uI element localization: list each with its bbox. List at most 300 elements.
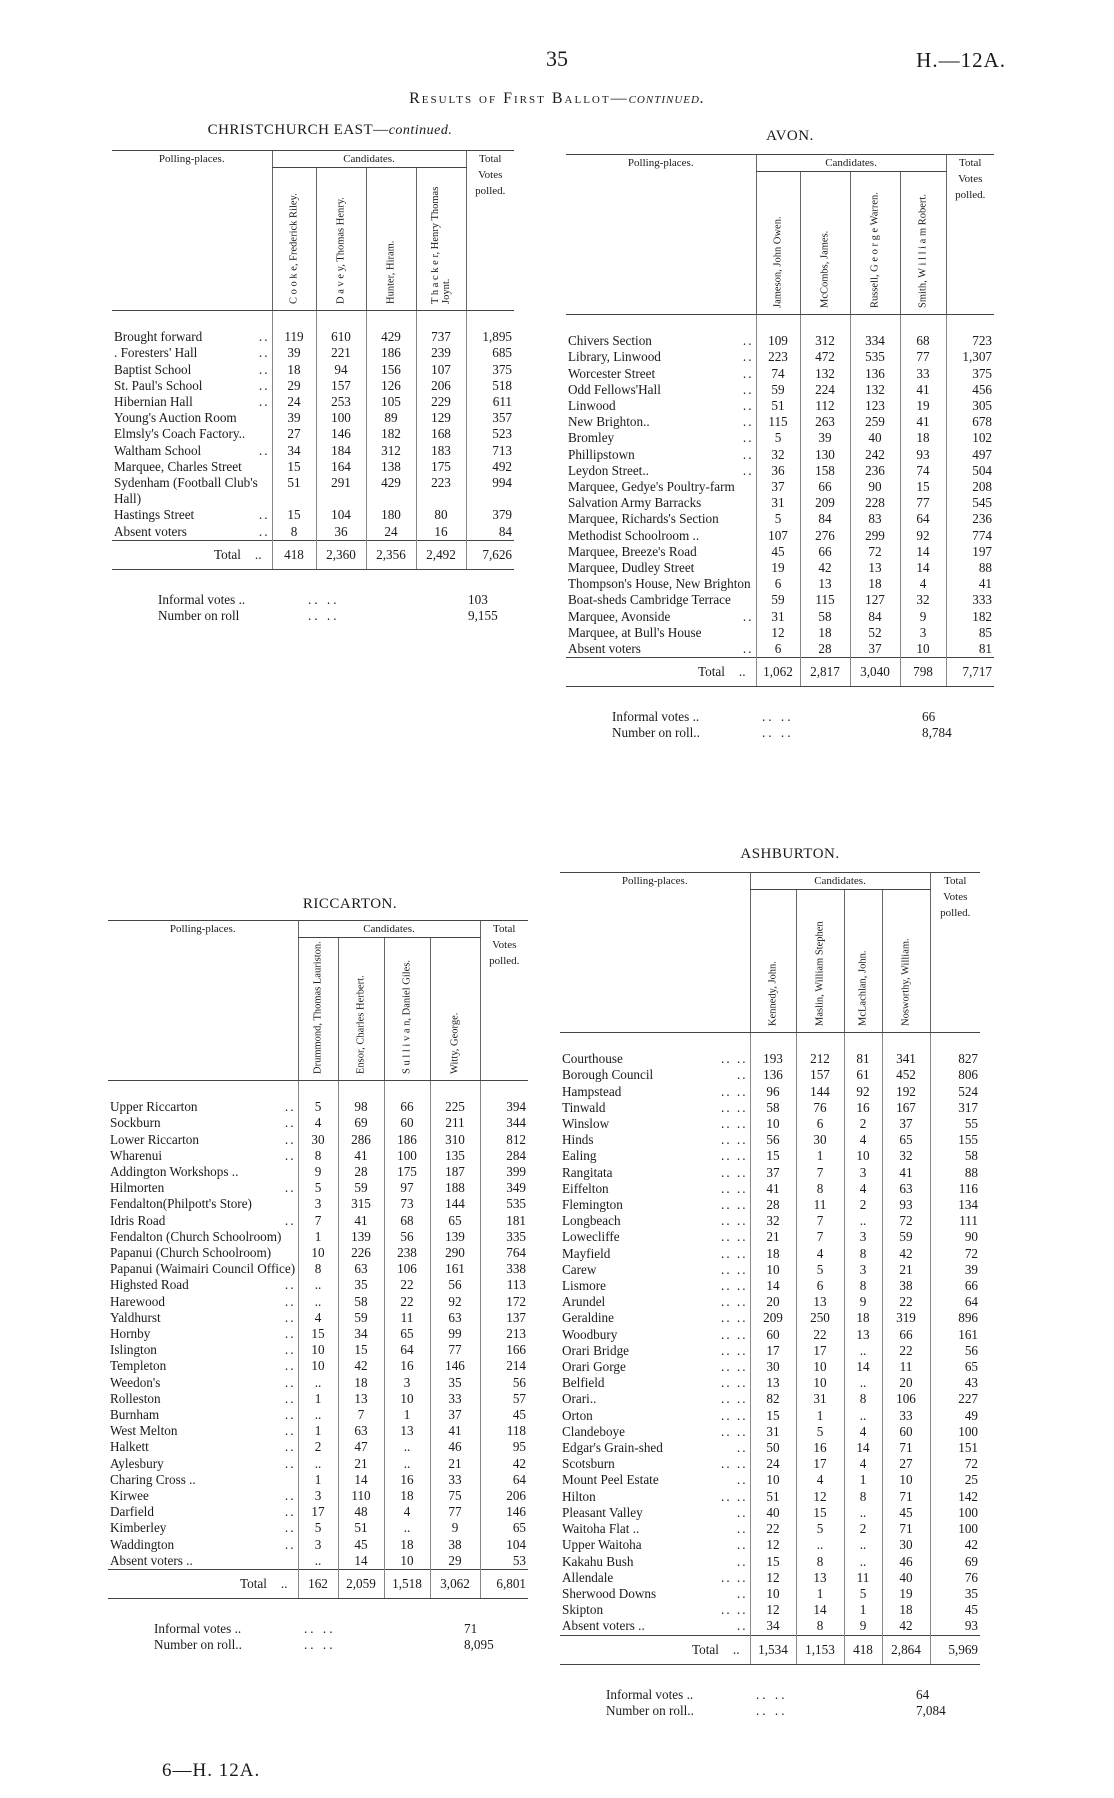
candidate-total: 2,356	[366, 540, 416, 569]
vote-count: 290	[430, 1245, 480, 1261]
table-row	[560, 1456, 980, 1472]
vote-count: 107	[756, 528, 800, 544]
summary-block	[154, 1621, 514, 1653]
polling-place-name: Salvation Army Barracks	[568, 495, 702, 511]
leader-dots: ..	[280, 1576, 288, 1592]
vote-count: 136	[850, 366, 900, 382]
polling-place-name: Yaldhurst	[110, 1309, 161, 1325]
vote-count: 21	[750, 1229, 796, 1245]
leader-dots: .. ..	[721, 1278, 748, 1294]
table-riccarton	[108, 920, 528, 1653]
candidate-name: Maslin, William Stephen	[814, 921, 826, 1027]
number-on-roll-value: 8,784	[922, 725, 952, 741]
total-label: Total	[697, 664, 725, 680]
vote-count: ..	[298, 1407, 338, 1423]
polling-place-name: Eiffelton	[562, 1180, 609, 1196]
leader-dots: .. ..	[721, 1310, 748, 1326]
summary-block	[606, 1687, 966, 1719]
vote-count: 7	[796, 1213, 844, 1229]
total-votes: 137	[480, 1310, 528, 1326]
vote-count: 35	[430, 1375, 480, 1391]
leader-dots: ..	[284, 1423, 296, 1439]
leader-dots: .. ..	[721, 1213, 748, 1229]
candidate-name: Ensor, Charles Herbert.	[355, 975, 367, 1075]
table-row	[560, 1537, 980, 1553]
total-votes: 88	[946, 560, 994, 576]
table-christchurch-east	[112, 150, 514, 624]
vote-count: 13	[844, 1327, 882, 1343]
table-row	[108, 1391, 528, 1407]
total-votes: 43	[930, 1375, 980, 1391]
polling-place-name: Absent voters ..	[562, 1618, 645, 1634]
leader-dots: ..	[284, 1180, 296, 1196]
total-votes: 227	[930, 1391, 980, 1407]
table-row	[560, 1033, 980, 1068]
informal-votes-label: Informal votes ..	[606, 1686, 694, 1702]
polling-place-name: Marquee, Breeze's Road	[568, 543, 697, 559]
total-votes: 76	[930, 1570, 980, 1586]
vote-count: 92	[430, 1294, 480, 1310]
vote-count: 15	[750, 1554, 796, 1570]
vote-count: 8	[844, 1391, 882, 1407]
vote-count: 187	[430, 1164, 480, 1180]
vote-count: 75	[430, 1488, 480, 1504]
vote-count: 73	[384, 1196, 430, 1212]
vote-count: 41	[430, 1423, 480, 1439]
vote-count: 2	[844, 1521, 882, 1537]
results-table	[566, 154, 994, 687]
polling-place-name: Young's Auction Room	[114, 410, 237, 426]
polling-place-name: Papanui (Church Schoolroom)	[110, 1245, 272, 1261]
vote-count: 36	[756, 463, 800, 479]
polling-place-name: Lowecliffe	[562, 1229, 620, 1245]
vote-count: 226	[338, 1245, 384, 1261]
table-row	[112, 443, 514, 459]
number-on-roll-row	[612, 725, 980, 741]
polling-place-name: Borough Council	[562, 1067, 654, 1083]
polling-place-name: Hibernian Hall	[114, 394, 193, 410]
vote-count: 66	[882, 1327, 930, 1343]
polling-place-name: Library, Linwood	[568, 349, 661, 365]
vote-count: 123	[850, 398, 900, 414]
polling-place-name: Bromley	[568, 430, 615, 446]
vote-count: 5	[844, 1586, 882, 1602]
leader-dots: ..	[284, 1309, 296, 1325]
number-on-roll-row	[154, 1637, 514, 1653]
vote-count: 312	[800, 315, 850, 350]
vote-count: 341	[882, 1033, 930, 1068]
leader-dots: ..	[736, 1521, 748, 1537]
vote-count: 61	[844, 1067, 882, 1083]
table-row	[566, 315, 994, 350]
vote-count: 429	[366, 311, 416, 346]
vote-count: 132	[800, 366, 850, 382]
total-votes-header: Total Votes polled.	[466, 151, 514, 311]
vote-count: 65	[384, 1326, 430, 1342]
table-row	[566, 641, 994, 658]
page-number: 35	[546, 46, 568, 71]
leader-dots: ..	[284, 1536, 296, 1552]
leader-dots: .. ..	[721, 1456, 748, 1472]
candidate-name: T h a c k e r, Henry Thomas Joynt.	[430, 186, 452, 305]
leader-dots: ..	[736, 1537, 748, 1553]
vote-count: 18	[272, 362, 316, 378]
vote-count: 92	[844, 1084, 882, 1100]
vote-count: 2	[844, 1116, 882, 1132]
vote-count: 13	[796, 1570, 844, 1586]
total-votes: 100	[930, 1424, 980, 1440]
vote-count: 69	[338, 1115, 384, 1131]
total-votes: 492	[466, 459, 514, 475]
candidate-total: 162	[298, 1570, 338, 1599]
section-title-main: CHRISTCHURCH EAST—	[207, 122, 389, 138]
polling-place-name: Skipton	[562, 1602, 604, 1618]
vote-count: 32	[750, 1213, 796, 1229]
table-row	[108, 1261, 528, 1277]
section-title-avon: AVON.	[766, 128, 814, 144]
vote-count: 737	[416, 311, 466, 346]
vote-count: 13	[750, 1375, 796, 1391]
polling-place-name: Clandeboye	[562, 1423, 625, 1439]
polling-place-name: Sydenham (Football Club's Hall)	[114, 475, 258, 507]
table-row	[108, 1407, 528, 1423]
polling-place-name: Boat-sheds Cambridge Terrace	[568, 592, 731, 608]
vote-count: 9	[298, 1164, 338, 1180]
polling-place-name: Woodbury	[562, 1326, 618, 1342]
table-row	[566, 382, 994, 398]
vote-count: 19	[900, 398, 946, 414]
total-votes: 42	[930, 1537, 980, 1553]
leader-dots: ..	[284, 1131, 296, 1147]
vote-count: 45	[338, 1537, 384, 1553]
vote-count: 18	[850, 576, 900, 592]
vote-count: 4	[900, 576, 946, 592]
vote-count: 3	[298, 1537, 338, 1553]
vote-count: 138	[366, 459, 416, 475]
leader-dots: ..	[736, 1504, 748, 1520]
total-votes: 305	[946, 398, 994, 414]
vote-count: 47	[338, 1439, 384, 1455]
vote-count: 16	[384, 1358, 430, 1374]
candidate-name: Russell, G e o r g e Warren.	[869, 192, 881, 309]
vote-count: 33	[882, 1408, 930, 1424]
table-row	[560, 1343, 980, 1359]
vote-count: 10	[750, 1472, 796, 1488]
leader-dots: .. ..	[304, 1637, 336, 1653]
candidate-total: 418	[844, 1635, 882, 1664]
vote-count: 6	[756, 576, 800, 592]
total-votes: 545	[946, 495, 994, 511]
candidate-total: 1,534	[750, 1635, 796, 1664]
total-label: Total	[239, 1576, 267, 1592]
table-row	[108, 1132, 528, 1148]
vote-count: 105	[366, 394, 416, 410]
polling-place-name: Halkett	[110, 1439, 149, 1455]
leader-dots: .. ..	[308, 592, 340, 608]
leader-dots: .. ..	[721, 1083, 748, 1099]
table-row	[108, 1488, 528, 1504]
vote-count: 13	[338, 1391, 384, 1407]
leader-dots: .. ..	[721, 1261, 748, 1277]
vote-count: 4	[796, 1246, 844, 1262]
total-votes: 338	[480, 1261, 528, 1277]
polling-place-name: Flemington	[562, 1197, 623, 1213]
polling-place-name: Absent voters ..	[110, 1552, 193, 1568]
polling-place-name: Burnham	[110, 1407, 160, 1423]
vote-count: 1	[796, 1408, 844, 1424]
leader-dots: ..	[258, 345, 270, 361]
vote-count: 186	[384, 1132, 430, 1148]
vote-count: 30	[298, 1132, 338, 1148]
polling-place-name: Tinwald	[562, 1099, 606, 1115]
total-votes: 90	[930, 1229, 980, 1245]
polling-place-name: Orari Gorge	[562, 1359, 626, 1375]
polling-place-name: West Melton	[110, 1423, 178, 1439]
total-votes: 379	[466, 507, 514, 523]
leader-dots: ..	[742, 641, 754, 657]
vote-count: 41	[900, 414, 946, 430]
polling-place-name: Sockburn	[110, 1115, 161, 1131]
polling-place-name: Sherwood Downs	[562, 1585, 657, 1601]
vote-count: 4	[844, 1424, 882, 1440]
table-row	[566, 560, 994, 576]
number-on-roll-value: 8,095	[464, 1637, 494, 1653]
vote-count: 30	[796, 1132, 844, 1148]
table-row	[560, 1132, 980, 1148]
total-votes: 456	[946, 382, 994, 398]
total-votes: 197	[946, 544, 994, 560]
leader-dots: ..	[284, 1407, 296, 1423]
vote-count: 112	[800, 398, 850, 414]
vote-count: 15	[750, 1148, 796, 1164]
vote-count: 276	[800, 528, 850, 544]
vote-count: 22	[750, 1521, 796, 1537]
vote-count: 16	[796, 1440, 844, 1456]
vote-count: 1	[298, 1391, 338, 1407]
vote-count: ..	[844, 1505, 882, 1521]
total-label: Total	[691, 1641, 719, 1657]
table-row	[566, 349, 994, 365]
leader-dots: .. ..	[721, 1569, 748, 1585]
table-row	[560, 1246, 980, 1262]
leader-dots: ..	[742, 414, 754, 430]
vote-count: 33	[430, 1391, 480, 1407]
total-votes: 1,895	[466, 311, 514, 346]
vote-count: 157	[796, 1067, 844, 1083]
vote-count: 8	[796, 1181, 844, 1197]
vote-count: 17	[750, 1343, 796, 1359]
vote-count: 228	[850, 495, 900, 511]
vote-count: 41	[338, 1148, 384, 1164]
vote-count: 156	[366, 362, 416, 378]
total-votes: 93	[930, 1618, 980, 1635]
vote-count: 10	[384, 1553, 430, 1570]
table-row	[108, 1245, 528, 1261]
polling-place-name: Belfield	[562, 1375, 605, 1391]
table-row	[560, 1472, 980, 1488]
vote-count: 6	[796, 1116, 844, 1132]
vote-count: 18	[844, 1310, 882, 1326]
leader-dots: ..	[284, 1390, 296, 1406]
table-row	[108, 1081, 528, 1116]
polling-place-name: Odd Fellows'Hall	[568, 381, 661, 397]
vote-count: 63	[338, 1261, 384, 1277]
polling-place-name: Darfield	[110, 1504, 154, 1520]
vote-count: 10	[298, 1245, 338, 1261]
vote-count: 71	[882, 1489, 930, 1505]
total-votes-header: Total Votes polled.	[930, 873, 980, 1033]
vote-count: 310	[430, 1132, 480, 1148]
vote-count: 64	[900, 511, 946, 527]
vote-count: 28	[338, 1164, 384, 1180]
leader-dots: ..	[284, 1277, 296, 1293]
vote-count: 38	[882, 1278, 930, 1294]
vote-count: 21	[430, 1456, 480, 1472]
total-votes: 45	[930, 1602, 980, 1618]
vote-count: 37	[750, 1165, 796, 1181]
vote-count: 4	[298, 1115, 338, 1131]
vote-count: 58	[338, 1294, 384, 1310]
polling-place-name: Hastings Street	[114, 507, 195, 523]
total-votes: 523	[466, 426, 514, 442]
vote-count: 15	[338, 1342, 384, 1358]
total-votes: 72	[930, 1246, 980, 1262]
vote-count: 9	[844, 1294, 882, 1310]
total-votes: 39	[930, 1262, 980, 1278]
vote-count: 239	[416, 345, 466, 361]
vote-count: 136	[750, 1067, 796, 1083]
leader-dots: .. ..	[721, 1164, 748, 1180]
candidate-name: Nosworthy, William.	[900, 938, 912, 1027]
total-votes: 56	[480, 1375, 528, 1391]
leader-dots: .. ..	[721, 1407, 748, 1423]
vote-count: 84	[800, 511, 850, 527]
total-votes: 806	[930, 1067, 980, 1083]
total-votes: 151	[930, 1440, 980, 1456]
total-votes: 181	[480, 1213, 528, 1229]
total-row	[108, 1570, 528, 1599]
vote-count: 236	[850, 463, 900, 479]
table-row	[108, 1520, 528, 1536]
polling-place-name: Wharenui	[110, 1147, 162, 1163]
informal-votes-label: Informal votes ..	[154, 1621, 242, 1637]
informal-votes-label: Informal votes ..	[158, 592, 246, 608]
polling-place-name: Baptist School	[114, 361, 192, 377]
vote-count: 99	[430, 1326, 480, 1342]
vote-count: 5	[796, 1521, 844, 1537]
vote-count: 59	[756, 382, 800, 398]
vote-count: 119	[272, 311, 316, 346]
vote-count: 107	[416, 362, 466, 378]
grand-total: 7,626	[466, 540, 514, 569]
vote-count: 18	[338, 1375, 384, 1391]
candidate-name: Hunter, Hiram.	[385, 240, 397, 305]
leader-dots: .. ..	[721, 1342, 748, 1358]
candidate-total: 418	[272, 540, 316, 569]
vote-count: 8	[298, 1261, 338, 1277]
vote-count: 37	[850, 641, 900, 658]
total-votes: 64	[480, 1472, 528, 1488]
polling-place-name: Methodist Schoolroom ..	[568, 527, 700, 543]
vote-count: 14	[844, 1359, 882, 1375]
vote-count: 8	[844, 1246, 882, 1262]
total-votes: 155	[930, 1132, 980, 1148]
total-votes: 518	[466, 378, 514, 394]
leader-dots: ..	[284, 1504, 296, 1520]
polling-place-name: Mayfield	[562, 1245, 611, 1261]
table-row	[566, 544, 994, 560]
total-votes: 723	[946, 315, 994, 350]
vote-count: 259	[850, 414, 900, 430]
vote-count: 9	[430, 1520, 480, 1536]
polling-place-name: Worcester Street	[568, 365, 656, 381]
leader-dots: .. ..	[721, 1148, 748, 1164]
vote-count: 34	[338, 1326, 384, 1342]
total-row	[112, 540, 514, 569]
polling-place-name: Marquee, Gedye's Poultry-farm	[568, 479, 735, 495]
vote-count: 16	[844, 1100, 882, 1116]
vote-count: ..	[844, 1343, 882, 1359]
leader-dots: ..	[742, 430, 754, 446]
informal-votes-row	[158, 592, 500, 608]
table-row	[108, 1326, 528, 1342]
total-votes: 58	[930, 1148, 980, 1164]
vote-count: 100	[316, 410, 366, 426]
table-row	[560, 1181, 980, 1197]
polling-place-name: Rangitata	[562, 1164, 613, 1180]
vote-count: 3	[900, 625, 946, 641]
vote-count: 19	[882, 1586, 930, 1602]
section-title-riccarton: RICCARTON.	[302, 896, 398, 912]
vote-count: 66	[384, 1081, 430, 1116]
polling-place-name: Fendalton(Philpott's Store)	[110, 1196, 252, 1212]
leader-dots: .. ..	[721, 1116, 748, 1132]
results-table	[108, 920, 528, 1599]
vote-count: 8	[298, 1148, 338, 1164]
number-on-roll-label: Number on roll	[158, 608, 240, 624]
informal-votes-value: 103	[468, 592, 488, 608]
vote-count: 225	[430, 1081, 480, 1116]
vote-count: 212	[796, 1033, 844, 1068]
vote-count: 16	[384, 1472, 430, 1488]
vote-count: 14	[796, 1602, 844, 1618]
vote-count: 60	[882, 1424, 930, 1440]
total-votes: 142	[930, 1489, 980, 1505]
vote-count: ..	[298, 1294, 338, 1310]
vote-count: 15	[900, 479, 946, 495]
vote-count: 168	[416, 426, 466, 442]
table-row	[112, 426, 514, 442]
total-votes: 214	[480, 1358, 528, 1374]
leader-dots: .. ..	[762, 709, 794, 725]
table-row	[560, 1116, 980, 1132]
vote-count: 211	[430, 1115, 480, 1131]
leader-dots: .. ..	[721, 1099, 748, 1115]
total-votes: 774	[946, 528, 994, 544]
vote-count: ..	[844, 1408, 882, 1424]
vote-count: 8	[796, 1618, 844, 1635]
vote-count: 1	[844, 1472, 882, 1488]
leader-dots: ..	[736, 1553, 748, 1569]
table-row	[108, 1472, 528, 1488]
grand-total: 5,969	[930, 1635, 980, 1664]
leader-dots: ..	[258, 507, 270, 523]
table-row	[560, 1262, 980, 1278]
vote-count: 12	[750, 1570, 796, 1586]
total-votes: 504	[946, 463, 994, 479]
leader-dots: ..	[742, 446, 754, 462]
vote-count: 33	[900, 366, 946, 382]
